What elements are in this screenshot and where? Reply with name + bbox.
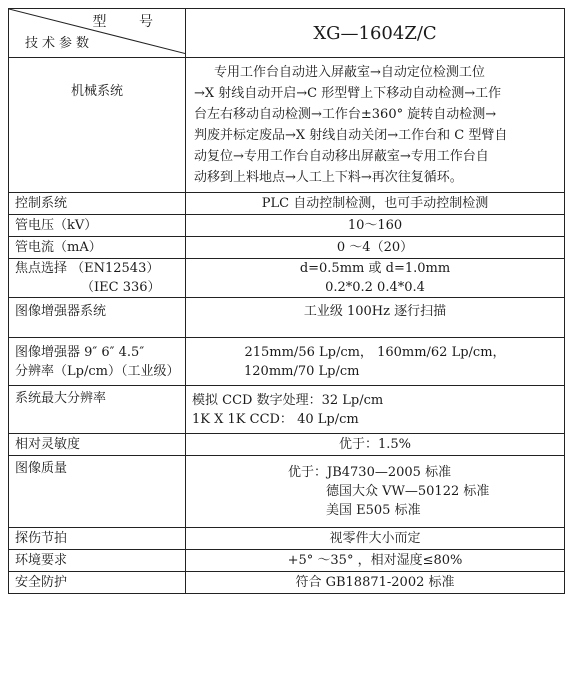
- intensifier-label: 图像增强器系统: [9, 298, 186, 338]
- mechanical-line: 专用工作台自动进入屏蔽室→自动定位检测工位: [214, 65, 485, 80]
- mechanical-line: 台左右移动自动检测→工作台±360° 旋转自动检测→: [194, 107, 497, 122]
- focus-value: [186, 259, 565, 298]
- resolution-label: [9, 338, 186, 386]
- resolution-value-1: 215mm/56 Lp/cm， 160mm/62 Lp/cm，: [244, 344, 506, 360]
- quality-standard-vw: 德国大众 VW—50122 标准: [326, 484, 490, 499]
- mechanical-line: 动复位→专用工作台自动移出屏蔽室→专用工作台自: [194, 149, 489, 164]
- mechanical-line: 动移到上料地点→人工上下料→再次往复循环。: [194, 170, 463, 185]
- resolution-value-2: 120mm/70 Lp/cm: [244, 363, 360, 379]
- safety-value: 符合 GB18871-2002 标准: [186, 572, 565, 594]
- spec-table: [8, 8, 565, 594]
- voltage-value: 10～160: [186, 215, 565, 237]
- environment-label: 环境要求: [9, 550, 186, 572]
- focus-label: [9, 259, 186, 298]
- header-diagonal-cell: [9, 9, 186, 58]
- resolution-label-unit: 分辨率（Lp/cm）（工业级）: [15, 363, 180, 379]
- control-value: PLC 自动控制检测，也可手动控制检测: [186, 193, 565, 215]
- beat-label: 探伤节拍: [9, 528, 186, 550]
- sensitivity-label: 相对灵敏度: [9, 434, 186, 456]
- focus-label-en: 焦点选择 （EN12543）: [15, 261, 160, 276]
- quality-label: 图像质量: [9, 456, 186, 528]
- intensifier-value: 工业级 100Hz 逐行扫描: [186, 298, 565, 338]
- model-number: XG—1604Z/C: [186, 9, 565, 58]
- focus-value-iec: 0.2*0.2 0.4*0.4: [325, 280, 425, 295]
- quality-value: [186, 456, 565, 528]
- resolution-label-sizes: 图像增强器 9″ 6″ 4.5″: [15, 344, 145, 360]
- beat-value: 视零件大小而定: [186, 528, 565, 550]
- max-resolution-analog: 模拟 CCD 数字处理：32 Lp/cm: [192, 392, 384, 408]
- environment-value: +5° ～35° ，相对湿度≤80%: [186, 550, 565, 572]
- resolution-value: [186, 338, 565, 386]
- max-resolution-value: [186, 386, 565, 434]
- mechanical-description: [186, 58, 565, 193]
- header-model-label: 型 号: [92, 14, 167, 30]
- control-label: 控制系统: [9, 193, 186, 215]
- quality-standard-e505: 美国 E505 标准: [326, 503, 421, 518]
- sensitivity-value: 优于：1.5%: [186, 434, 565, 456]
- voltage-label: 管电压（kV）: [9, 215, 186, 237]
- mechanical-line: 判废并标定废品→X 射线自动关闭→工作台和 C 型臂自: [194, 128, 508, 143]
- focus-label-iec: （IEC 336）: [81, 280, 161, 295]
- safety-label: 安全防护: [9, 572, 186, 594]
- header-params-label: 技术参数: [25, 36, 94, 51]
- current-label: 管电流（mA）: [9, 237, 186, 259]
- current-value: 0 ～4（20）: [186, 237, 565, 259]
- max-resolution-label: 系统最大分辨率: [9, 386, 186, 434]
- max-resolution-ccd: 1K X 1K CCD： 40 Lp/cm: [192, 411, 359, 427]
- mechanical-label: 机械系统: [9, 58, 186, 193]
- mechanical-line: →X 射线自动开启→C 形型臂上下移动自动检测→工作: [194, 86, 502, 101]
- focus-value-en: d=0.5mm 或 d=1.0mm: [299, 261, 451, 276]
- quality-standard-jb: 优于：JB4730—2005 标准: [288, 465, 452, 480]
